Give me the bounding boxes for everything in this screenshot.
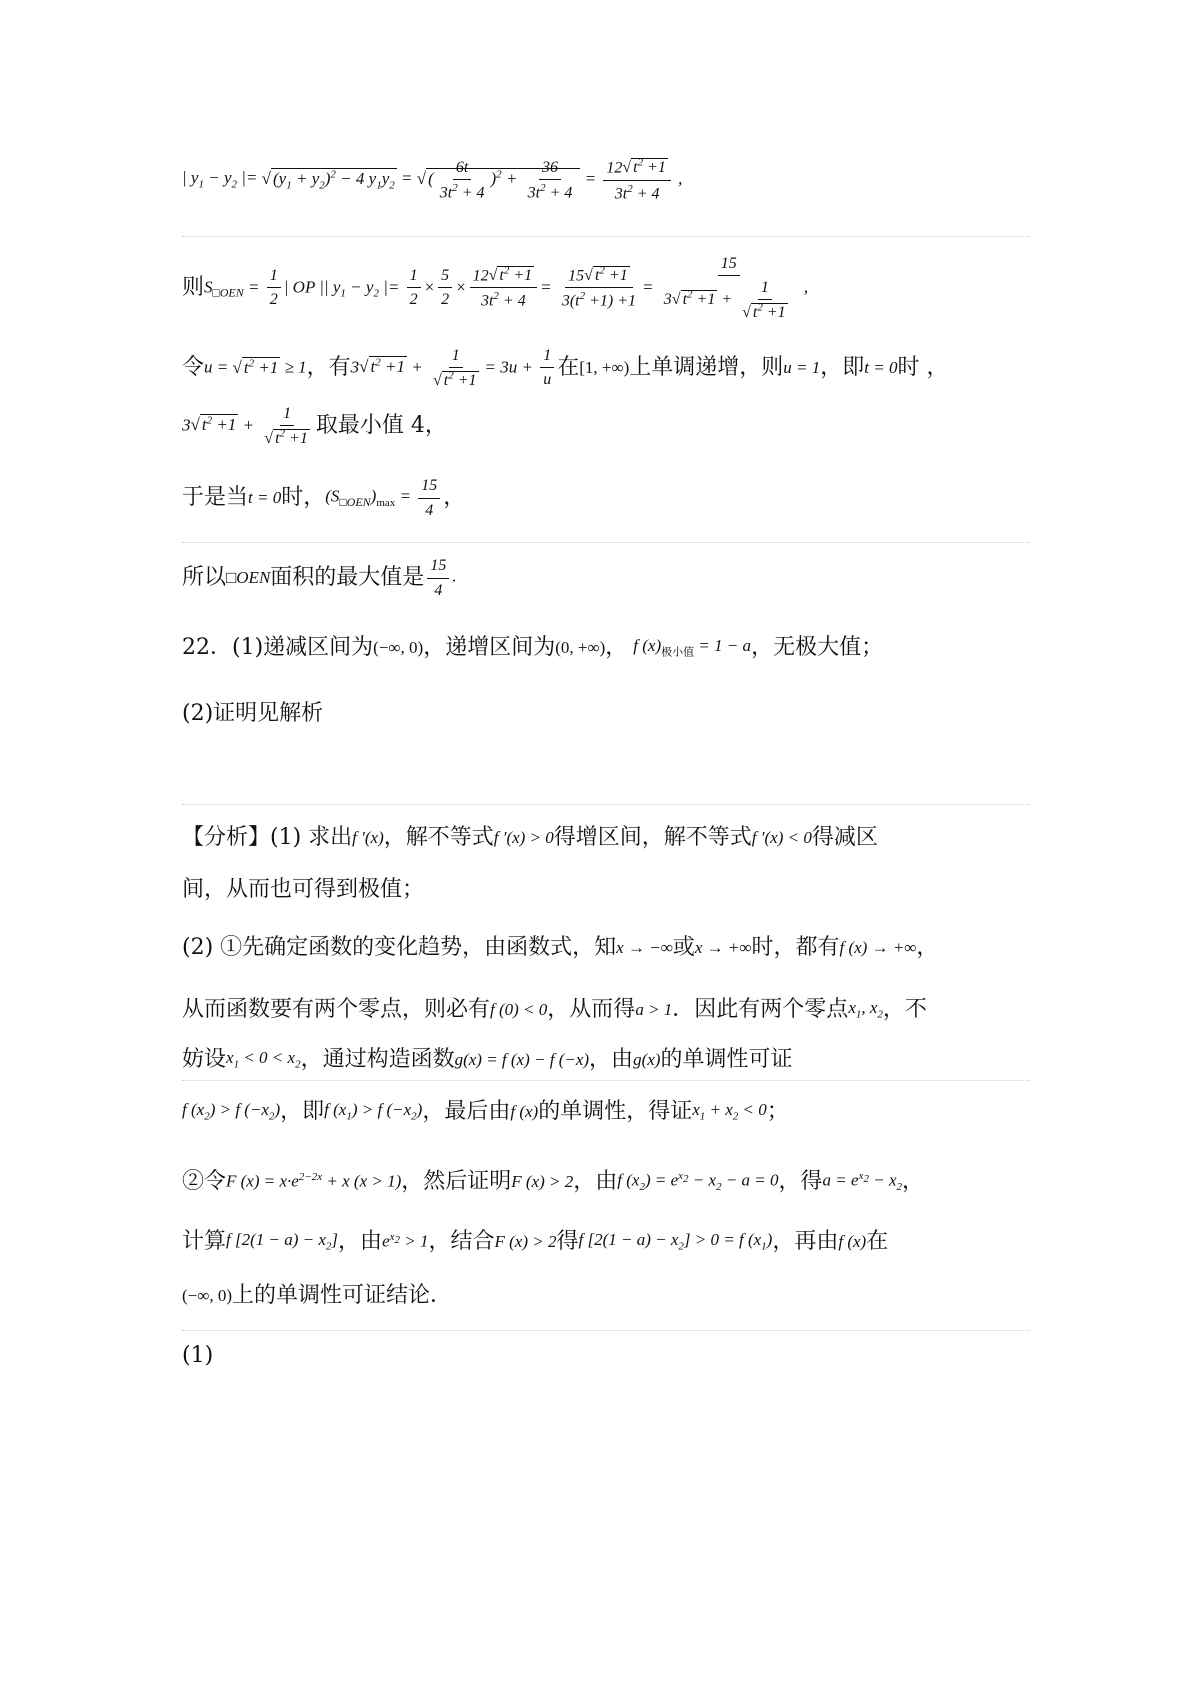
divider bbox=[182, 542, 1030, 543]
conclusion-max-area: 所以 □OEN 面积的最大值是 $\frac{15}{4}$ . bbox=[182, 557, 457, 599]
part1-heading: (1) bbox=[182, 1342, 214, 1368]
answer-22-part2: (2)证明见解析 bbox=[182, 700, 324, 726]
analysis-line3: (2) ①先确定函数的变化趋势，由函数式，知 x → −∞ 或 x → +∞ 时，都有 f (x) → +∞ ， bbox=[182, 934, 939, 960]
analysis-line4: 从而函数要有两个零点，则必有 f (0) < 0 ，从而得 a > 1 ．因此有两个零点 $x_1$, $x_2$ ，不 bbox=[182, 996, 927, 1022]
analysis-line8: 计算 f $[2(1 - a) - x_2]$ ，由 $e^{x_2} > 1$ ，结合 F (x) > 2 得 f $[2(1 - a) - x_2] > 0 = f$ $(x_1)$ ，再由 f (x) 在 bbox=[182, 1228, 889, 1254]
analysis-line1: 【分析】(1) 求出 f ′(x) ，解不等式 f ′(x) > 0 得增区间，解不等式 f ′(x) < 0 得减区 bbox=[182, 824, 878, 850]
text-ze: 则 bbox=[182, 274, 205, 300]
eq-abs-difference: | $y_1 - y_2$ |= √ $(y_1 + y_2)^2 - 4$ $y_1y_2$ = √ ( $\frac{6t}{3t^2 + 4}$ )$^2$ + $\frac{36}{3t^2 + 4}$ = $\frac{12√ t^2 +1}{3t^2 + 4}$ , bbox=[182, 150, 1030, 210]
divider bbox=[182, 1080, 1030, 1081]
analysis-line2: 间，从而也可得到极值； bbox=[182, 876, 425, 902]
eq-area-expression: 则 $S_{□OEN}$ = $\frac{1}{2}$ | OP || $y_1 - y_2$ |= $\frac{1}{2}$ × $\frac{5}{2}$ × $\frac{12√ t^2 +1}{3t^2 + 4}$ = $\frac{15√ t^2 +1}{3(t^2 +1) +1}$ = 15 3√ $t^2 +1$ + 1 √ $t^2 +1$ , bbox=[182, 248, 1030, 328]
eq-substitution: 令 u = √ $t^2 +1 \ge 1$ ，有 3√ $t^2 +1$ + 1 √ $t^2 +1$ = 3u + $\frac{1}{u}$ 在 [1, +∞) 上单调递增，则 u = 1 ，即 t = 0 时 ， bbox=[182, 340, 1030, 396]
eq-min-value: 3√ $t^2 +1$ + 1 √ $t^2 +1$ 取最小值 4， bbox=[182, 400, 1030, 452]
divider bbox=[182, 804, 1030, 805]
divider bbox=[182, 236, 1030, 237]
analysis-line7: ②令 F $(x) = x\cdot e^{2-2x} + x$ (x > 1) ，然后证明 F (x) > 2 ，由 f $(x_2) = e^{x_2} - x_2 - a = 0$ ，得 $a = e^{x_2} - x_2$ ， bbox=[182, 1168, 925, 1194]
divider bbox=[182, 1330, 1030, 1331]
analysis-line6: f $(x_2) > f$ $(-x_2)$ ，即 f $(x_1) > f$ $(-x_2)$ ，最后由 f (x) 的单调性，得证 $x_1 + x_2 < 0$ ； bbox=[182, 1098, 789, 1124]
analysis-line5: 妨设 $x_1 < 0 < x_2$ ，通过构造函数 g(x) = f (x) − f (−x) ，由 g(x) 的单调性可证 bbox=[182, 1046, 793, 1072]
answer-22-part1: 22．(1)递减区间为 (−∞, 0) ，递增区间为 (0, +∞) ， f $(x)_{极小值} = 1 - a$ ，无极大值； bbox=[182, 634, 884, 660]
analysis-line9: (−∞, 0) 上的单调性可证结论． bbox=[182, 1282, 453, 1308]
eq-max-area: 于是当 t = 0 时， $(S_{□OEN})_{max}$ = $\frac{15}{4}$ ， bbox=[182, 477, 466, 519]
